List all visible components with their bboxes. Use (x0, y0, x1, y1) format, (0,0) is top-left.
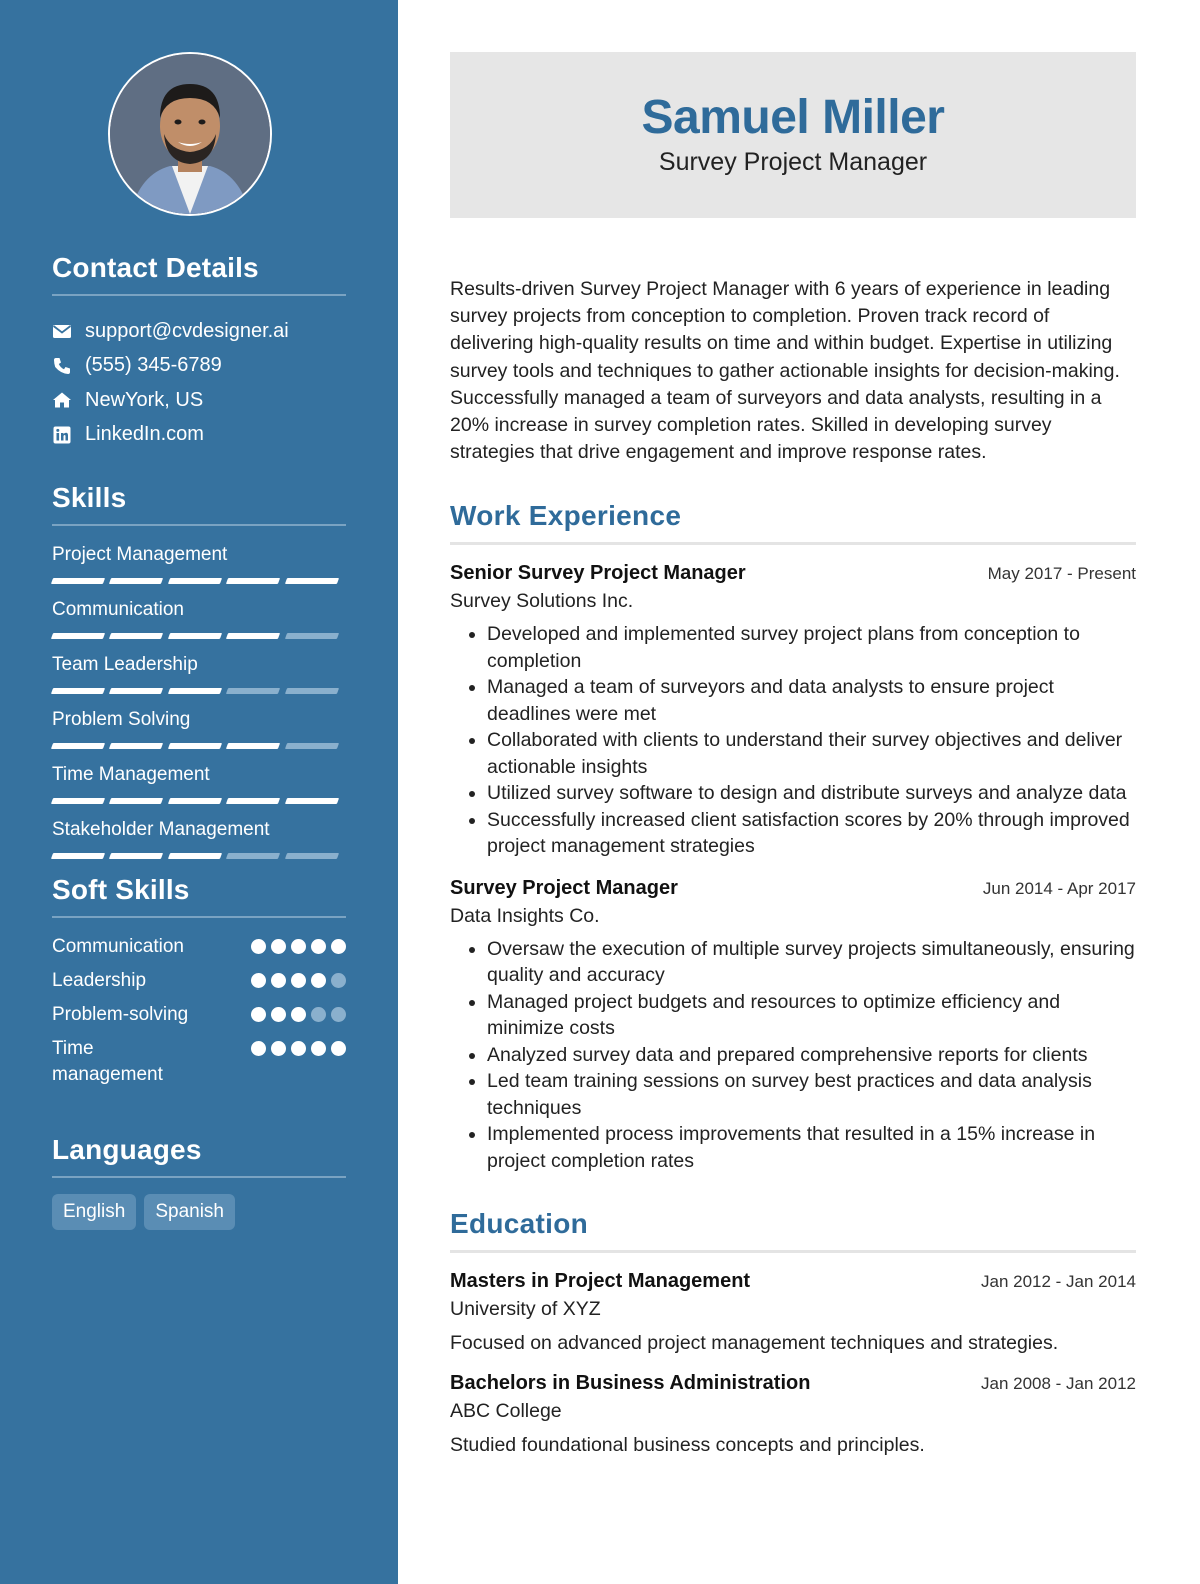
contact-linkedin-text: LinkedIn.com (85, 423, 204, 446)
skill-item (52, 597, 346, 639)
main-content (450, 276, 1136, 1459)
skill-name: Time Management (52, 764, 210, 785)
skill-bar-segment (168, 578, 223, 584)
job-title: Survey Project Manager (450, 876, 678, 899)
rating-dot (331, 1007, 346, 1022)
list-item: • Utilized survey software to design and distribute surveys and analyze data (487, 780, 1136, 807)
job-title: Senior Survey Project Manager (450, 562, 746, 585)
rating-dot (271, 939, 286, 954)
phone-icon (52, 356, 72, 376)
home-icon (52, 390, 72, 410)
contact-phone[interactable] (52, 349, 346, 384)
skill-bar-segment (51, 633, 106, 639)
list-item: • Managed project budgets and resources to optimize efficiency and minimize costs (487, 989, 1136, 1042)
rating-dot (331, 973, 346, 988)
soft-skill-rating (251, 968, 346, 988)
soft-skill-name: Communication (52, 936, 184, 957)
languages-heading: Languages (52, 1134, 346, 1178)
languages-list (52, 1194, 346, 1230)
list-item: • Successfully increased client satisfaction scores by 20% through improved project management strategies (487, 807, 1136, 860)
contact-location-text: NewYork, US (85, 388, 204, 411)
rating-dot (271, 973, 286, 988)
contact-email-text: support@cvdesigner.ai (85, 319, 289, 342)
soft-skill-rating (251, 1002, 346, 1022)
education-description: Studied foundational business concepts and principles. (450, 1434, 925, 1457)
skill-bar-segment (51, 853, 106, 859)
skill-bar-segment (109, 798, 164, 804)
skill-item (52, 707, 346, 749)
language-pill-english: English (52, 1194, 136, 1230)
contact-section (52, 252, 346, 452)
work-section (450, 500, 1136, 1174)
skill-bar-segment (168, 798, 223, 804)
skill-bar-segment (284, 853, 339, 859)
languages-section (52, 1134, 346, 1230)
list-item: • Oversaw the execution of multiple survey projects simultaneously, ensuring quality and accuracy (487, 936, 1136, 989)
skill-name: Communication (52, 599, 184, 620)
skill-bar-segment (226, 743, 281, 749)
rating-dot (251, 973, 266, 988)
skill-name: Team Leadership (52, 654, 198, 675)
skill-bar-segment (284, 578, 339, 584)
candidate-name: Samuel Miller (641, 91, 945, 144)
contact-email[interactable] (52, 314, 346, 349)
contact-list (52, 314, 346, 452)
skill-name: Project Management (52, 544, 228, 565)
job-bullets (450, 936, 1136, 1175)
skill-bar-segment (51, 578, 106, 584)
job-dates: May 2017 - Present (987, 564, 1136, 584)
rating-dot (311, 1007, 326, 1022)
contact-phone-text: (555) 345-6789 (85, 354, 222, 377)
soft-skills-heading: Soft Skills (52, 874, 346, 918)
skills-list (52, 542, 346, 859)
skill-item (52, 652, 346, 694)
rating-dot (291, 1041, 306, 1056)
soft-skill-item (52, 968, 346, 994)
skill-bar-segment (284, 688, 339, 694)
skills-section (52, 482, 346, 872)
skill-name: Stakeholder Management (52, 819, 270, 840)
soft-skill-rating (251, 1036, 346, 1056)
skill-level-bar (52, 688, 346, 694)
school-name: ABC College (450, 1400, 562, 1423)
skill-bar-segment (226, 853, 281, 859)
language-pill-spanish: Spanish (144, 1194, 235, 1230)
rating-dot (331, 1041, 346, 1056)
rating-dot (291, 973, 306, 988)
job-company: Survey Solutions Inc. (450, 590, 634, 613)
rating-dot (251, 1041, 266, 1056)
skill-item (52, 817, 346, 859)
skill-bar-segment (284, 633, 339, 639)
skill-bar-segment (226, 688, 281, 694)
rating-dot (271, 1041, 286, 1056)
skill-bar-segment (109, 688, 164, 694)
education-dates: Jan 2008 - Jan 2012 (980, 1374, 1136, 1394)
skill-level-bar (52, 853, 346, 859)
skill-name: Problem Solving (52, 709, 191, 730)
rating-dot (331, 939, 346, 954)
skill-bar-segment (109, 743, 164, 749)
education-heading: Education (450, 1208, 1136, 1253)
skill-bar-segment (109, 578, 164, 584)
list-item: • Managed a team of surveyors and data analysts to ensure project deadlines were met (487, 674, 1136, 727)
job-bullets (450, 621, 1136, 860)
education-entry (450, 1369, 1136, 1459)
rating-dot (251, 939, 266, 954)
skill-bar-segment (168, 743, 223, 749)
profile-photo (110, 54, 270, 214)
job-dates: Jun 2014 - Apr 2017 (982, 878, 1136, 898)
degree-title: Bachelors in Business Administration (450, 1372, 811, 1395)
skill-level-bar (52, 578, 346, 584)
job-entry (450, 874, 1136, 1175)
skill-level-bar (52, 743, 346, 749)
skill-bar-segment (51, 743, 106, 749)
rating-dot (311, 973, 326, 988)
education-dates: Jan 2012 - Jan 2014 (980, 1272, 1136, 1292)
skill-bar-segment (168, 633, 223, 639)
list-item: • Implemented process improvements that resulted in a 15% increase in project completion rates (487, 1121, 1136, 1174)
soft-skill-name: Leadership (52, 970, 147, 991)
skill-level-bar (52, 633, 346, 639)
skill-item (52, 762, 346, 804)
skill-bar-segment (226, 798, 281, 804)
rating-dot (311, 1041, 326, 1056)
skill-bar-segment (284, 743, 339, 749)
rating-dot (251, 1007, 266, 1022)
soft-skill-item (52, 1036, 346, 1088)
contact-heading: Contact Details (52, 252, 346, 296)
list-item: • Led team training sessions on survey best practices and data analysis techniques (487, 1068, 1136, 1121)
soft-skill-rating (251, 934, 346, 954)
education-entry (450, 1267, 1136, 1357)
skills-heading: Skills (52, 482, 346, 526)
list-item: • Developed and implemented survey project plans from conception to completion (487, 621, 1136, 674)
soft-skill-item (52, 934, 346, 960)
skill-level-bar (52, 798, 346, 804)
job-company: Data Insights Co. (450, 904, 600, 927)
soft-skills-list (52, 934, 346, 1088)
skill-bar-segment (168, 688, 223, 694)
skill-bar-segment (51, 688, 106, 694)
skill-bar-segment (51, 798, 106, 804)
skill-bar-segment (168, 853, 223, 859)
soft-skill-name: Time management (52, 1038, 163, 1085)
soft-skills-section (52, 874, 346, 1096)
skill-bar-segment (109, 853, 164, 859)
header (450, 52, 1136, 218)
skill-item (52, 542, 346, 584)
avatar (108, 52, 272, 216)
education-description: Focused on advanced project management techniques and strategies. (450, 1332, 1059, 1355)
soft-skill-item (52, 1002, 346, 1028)
summary: Results-driven Survey Project Manager with 6 years of experience in leading survey projects from conception to completion. Proven track record of delivering high-quality results on time and within budget. Expertise in utilizing survey tools and techniques to gather actionable insights for decision-making. Successfully managed a team of surveyors and data analysts, resulting in a 20% increase in survey completion rates. Skilled in developing survey strategies that drive engagement and improve response rates. (450, 278, 1120, 464)
skill-bar-segment (109, 633, 164, 639)
job-entry (450, 559, 1136, 860)
envelope-icon (52, 321, 72, 341)
skill-bar-segment (226, 633, 281, 639)
rating-dot (291, 939, 306, 954)
school-name: University of XYZ (450, 1298, 601, 1321)
sidebar (0, 0, 398, 1584)
linkedin-icon (52, 425, 72, 445)
contact-location (52, 383, 346, 418)
candidate-title: Survey Project Manager (658, 148, 928, 176)
rating-dot (291, 1007, 306, 1022)
list-item: • Analyzed survey data and prepared comprehensive reports for clients (487, 1042, 1136, 1069)
skill-bar-segment (284, 798, 339, 804)
work-heading: Work Experience (450, 500, 1136, 545)
soft-skill-name: Problem-solving (52, 1004, 189, 1025)
degree-title: Masters in Project Management (450, 1270, 751, 1293)
skill-bar-segment (226, 578, 281, 584)
rating-dot (271, 1007, 286, 1022)
rating-dot (311, 939, 326, 954)
contact-linkedin[interactable] (52, 418, 346, 453)
education-section (450, 1208, 1136, 1459)
list-item: • Collaborated with clients to understand their survey objectives and deliver actionable insights (487, 727, 1136, 780)
